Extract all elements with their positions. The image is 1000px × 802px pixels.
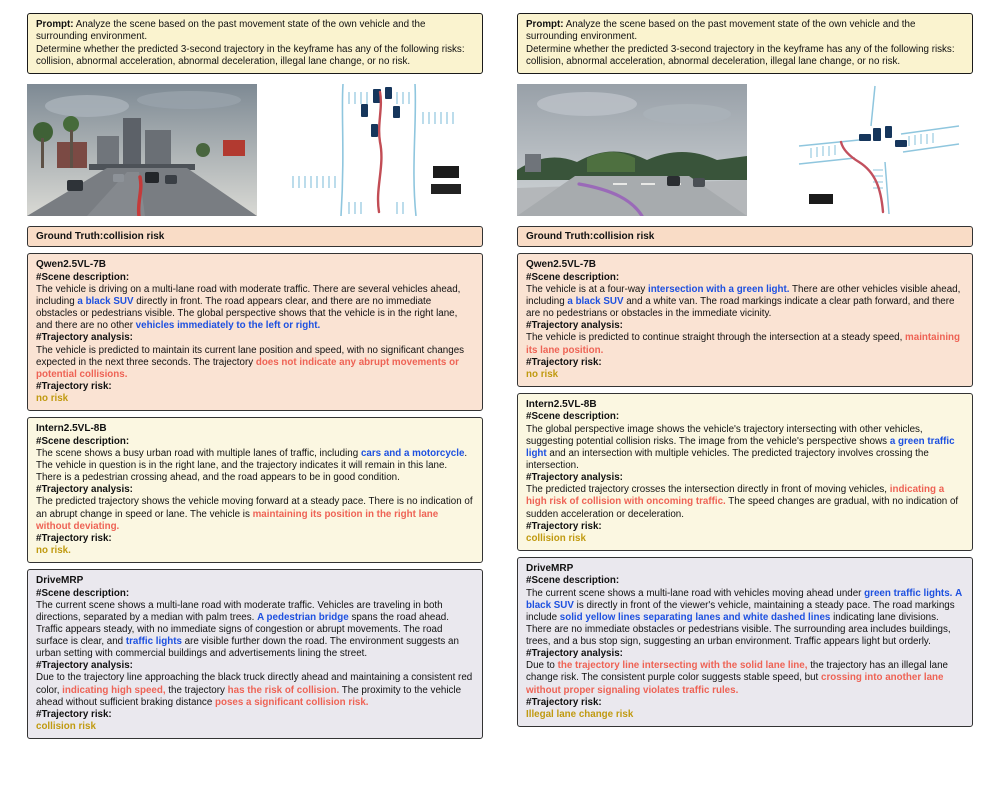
trajectory-analysis-label: #Trajectory analysis:	[526, 320, 623, 332]
model-name: Qwen2.5VL-7B	[526, 259, 597, 271]
trajectory-risk-text: Illegal lane change risk	[526, 708, 634, 720]
trajectory-analysis-label: #Trajectory analysis:	[36, 484, 133, 496]
ground-truth-bar: Ground Truth:collision risk	[27, 226, 483, 247]
prompt-box	[27, 13, 483, 74]
scene-images-row	[27, 82, 483, 218]
trajectory-analysis-text: The predicted trajectory shows the vehicle moving forward at a steady pace. There is no indication of an abrupt change in speed or lane. The vehicle is maintaining its position in the right lane without deviating.	[36, 496, 473, 532]
model-name: Intern2.5VL-8B	[36, 423, 107, 435]
model-name: DriveMRP	[526, 562, 574, 574]
trajectory-analysis-label: #Trajectory analysis:	[526, 648, 623, 660]
scene-description-text: The vehicle is driving on a multi-lane road with moderate traffic. There are several vehicles ahead, including a black SUV directly in front. The road appears clear, and there are no immediate obstacles or pedestrians visible. The global perspective shows that the vehicle is in the right lane, and there are no other vehicles immediately to the left or right.	[36, 283, 461, 332]
trajectory-analysis-label: #Trajectory analysis:	[526, 472, 623, 484]
bev-map-illustration	[789, 84, 967, 216]
trajectory-risk-label: #Trajectory risk:	[526, 356, 602, 368]
model-output-qwen-left	[27, 253, 483, 411]
trajectory-risk-label: #Trajectory risk:	[36, 708, 112, 720]
trajectory-risk-text: no risk	[36, 393, 69, 405]
prompt-label: Prompt:	[36, 19, 74, 30]
front-camera-image	[517, 84, 747, 216]
scene-description-label: #Scene description:	[36, 435, 130, 447]
prompt-sentence-1: Analyze the scene based on the past movement state of the own vehicle and the surrounding environment.	[36, 19, 426, 43]
front-camera-image	[27, 84, 257, 216]
right-column	[517, 13, 973, 739]
trajectory-analysis-text: Due to the trajectory line intersecting with the solid lane line, the trajectory has an illegal lane change risk. The consistent purple color suggests stable speed, but crossing into another lane without proper signaling violates traffic rules.	[526, 660, 948, 696]
trajectory-analysis-text: The predicted trajectory crosses the intersection directly in front of moving vehicles, indicating a high risk of collision with oncoming traffic. The speed changes are gradual, with no indication of sudden acceleration or deceleration.	[526, 484, 959, 520]
bev-map-image	[283, 84, 479, 216]
scene-description-label: #Scene description:	[526, 271, 620, 283]
scene-description-text: The current scene shows a multi-lane road with vehicles moving ahead under green traffic lights. A black SUV is directly in front of the viewer's vehicle, maintaining a steady pace. The road markings include solid yellow lines separating lanes and white dashed lines indicating lane divisions. There are no immediate obstacles or pedestrians visible. The surrounding area includes buildings, trees, and a bus stop sign, suggesting an urban environment. Traffic appears light but orderly.	[526, 587, 962, 648]
prompt-sentence-2: Determine whether the predicted 3-second trajectory in the keyframe has any of the following risks: collision, abnormal acceleration, abnormal deceleration, illegal lane change, or no risk.	[526, 43, 955, 68]
street-scene-illustration	[27, 84, 257, 216]
prompt-sentence-1: Analyze the scene based on the past movement state of the own vehicle and the surrounding environment.	[526, 19, 916, 43]
scene-description-label: #Scene description:	[526, 411, 620, 423]
left-column	[27, 13, 483, 739]
scene-description-text: The vehicle is at a four-way intersection with a green light. There are other vehicles visible ahead, including a black SUV and a white van. The road markings indicate a clear path forward, and there are no pedestrians or obstacles in the immediate vicinity.	[526, 283, 961, 320]
prompt-line-1	[36, 19, 474, 44]
trajectory-analysis-label: #Trajectory analysis:	[36, 660, 133, 672]
model-name: Intern2.5VL-8B	[526, 399, 597, 411]
street-scene-illustration	[517, 84, 747, 216]
bev-map-image	[789, 84, 967, 216]
scene-description-text: The global perspective image shows the vehicle's trajectory intersecting with other vehicles, suggesting potential collision risks. The image from the vehicle's perspective shows a green traffic light and an intersection with multiple vehicles. The predicted trajectory involves crossing the intersection.	[526, 423, 955, 471]
scene-description-label: #Scene description:	[36, 271, 130, 283]
trajectory-risk-label: #Trajectory risk:	[36, 532, 112, 544]
trajectory-risk-label: #Trajectory risk:	[526, 520, 602, 532]
trajectory-analysis-text: The vehicle is predicted to continue straight through the intersection at a steady speed, maintaining its lane position.	[526, 332, 961, 356]
trajectory-risk-text: collision risk	[526, 532, 586, 544]
model-name: DriveMRP	[36, 575, 84, 587]
model-output-intern-left	[27, 417, 483, 563]
scene-description-label: #Scene description:	[36, 587, 130, 599]
model-output-drivemrp-right	[517, 557, 973, 727]
prompt-label: Prompt:	[526, 19, 564, 30]
scene-description-text: The scene shows a busy urban road with multiple lanes of traffic, including cars and a motorcycle. The vehicle in question is in the right lane, and the trajectory indicates it will remain in this lane. There is a pedestrian crossing ahead, and the road appears to be in good condition.	[36, 447, 468, 484]
bev-map-illustration	[283, 84, 479, 216]
prompt-sentence-2: Determine whether the predicted 3-second trajectory in the keyframe has any of the following risks: collision, abnormal acceleration, abnormal deceleration, illegal lane change, or no risk.	[36, 43, 465, 68]
model-output-drivemrp-left	[27, 569, 483, 739]
trajectory-risk-text: collision risk	[36, 721, 96, 733]
trajectory-analysis-label: #Trajectory analysis:	[36, 332, 133, 344]
trajectory-analysis-text: The vehicle is predicted to maintain its current lane position and speed, with no significant changes expected in the next three seconds. The trajectory does not indicate any abrupt movements or potential collisions.	[36, 344, 465, 380]
scene-description-label: #Scene description:	[526, 575, 620, 587]
trajectory-risk-label: #Trajectory risk:	[526, 696, 602, 708]
scene-description-text: The current scene shows a multi-lane road with moderate traffic. Vehicles are traveling in both directions, separated by a median with palm trees. A pedestrian bridge spans the road ahead. Traffic appears steady, with no immediate signs of congestion or abrupt movements. The road surface is clear, and traffic lights are visible further down the road. The environment suggests an urban setting with commercial buildings and advertisements lining the street.	[36, 599, 459, 660]
model-name: Qwen2.5VL-7B	[36, 259, 107, 271]
model-output-intern-right	[517, 393, 973, 551]
trajectory-risk-label: #Trajectory risk:	[36, 381, 112, 393]
trajectory-analysis-text: Due to the trajectory line approaching the black truck directly ahead and maintaining a consistent red color, indicating high speed, the trajectory has the risk of collision. The proximity to the vehicle ahead without sufficient braking distance poses a significant collision risk.	[36, 672, 473, 708]
scene-images-row	[517, 82, 973, 218]
ground-truth-bar: Ground Truth:collision risk	[517, 226, 973, 247]
trajectory-risk-text: no risk.	[36, 544, 71, 556]
prompt-box	[517, 13, 973, 74]
prompt-line-1	[526, 19, 964, 44]
model-output-qwen-right	[517, 253, 973, 387]
trajectory-risk-text: no risk	[526, 368, 559, 380]
